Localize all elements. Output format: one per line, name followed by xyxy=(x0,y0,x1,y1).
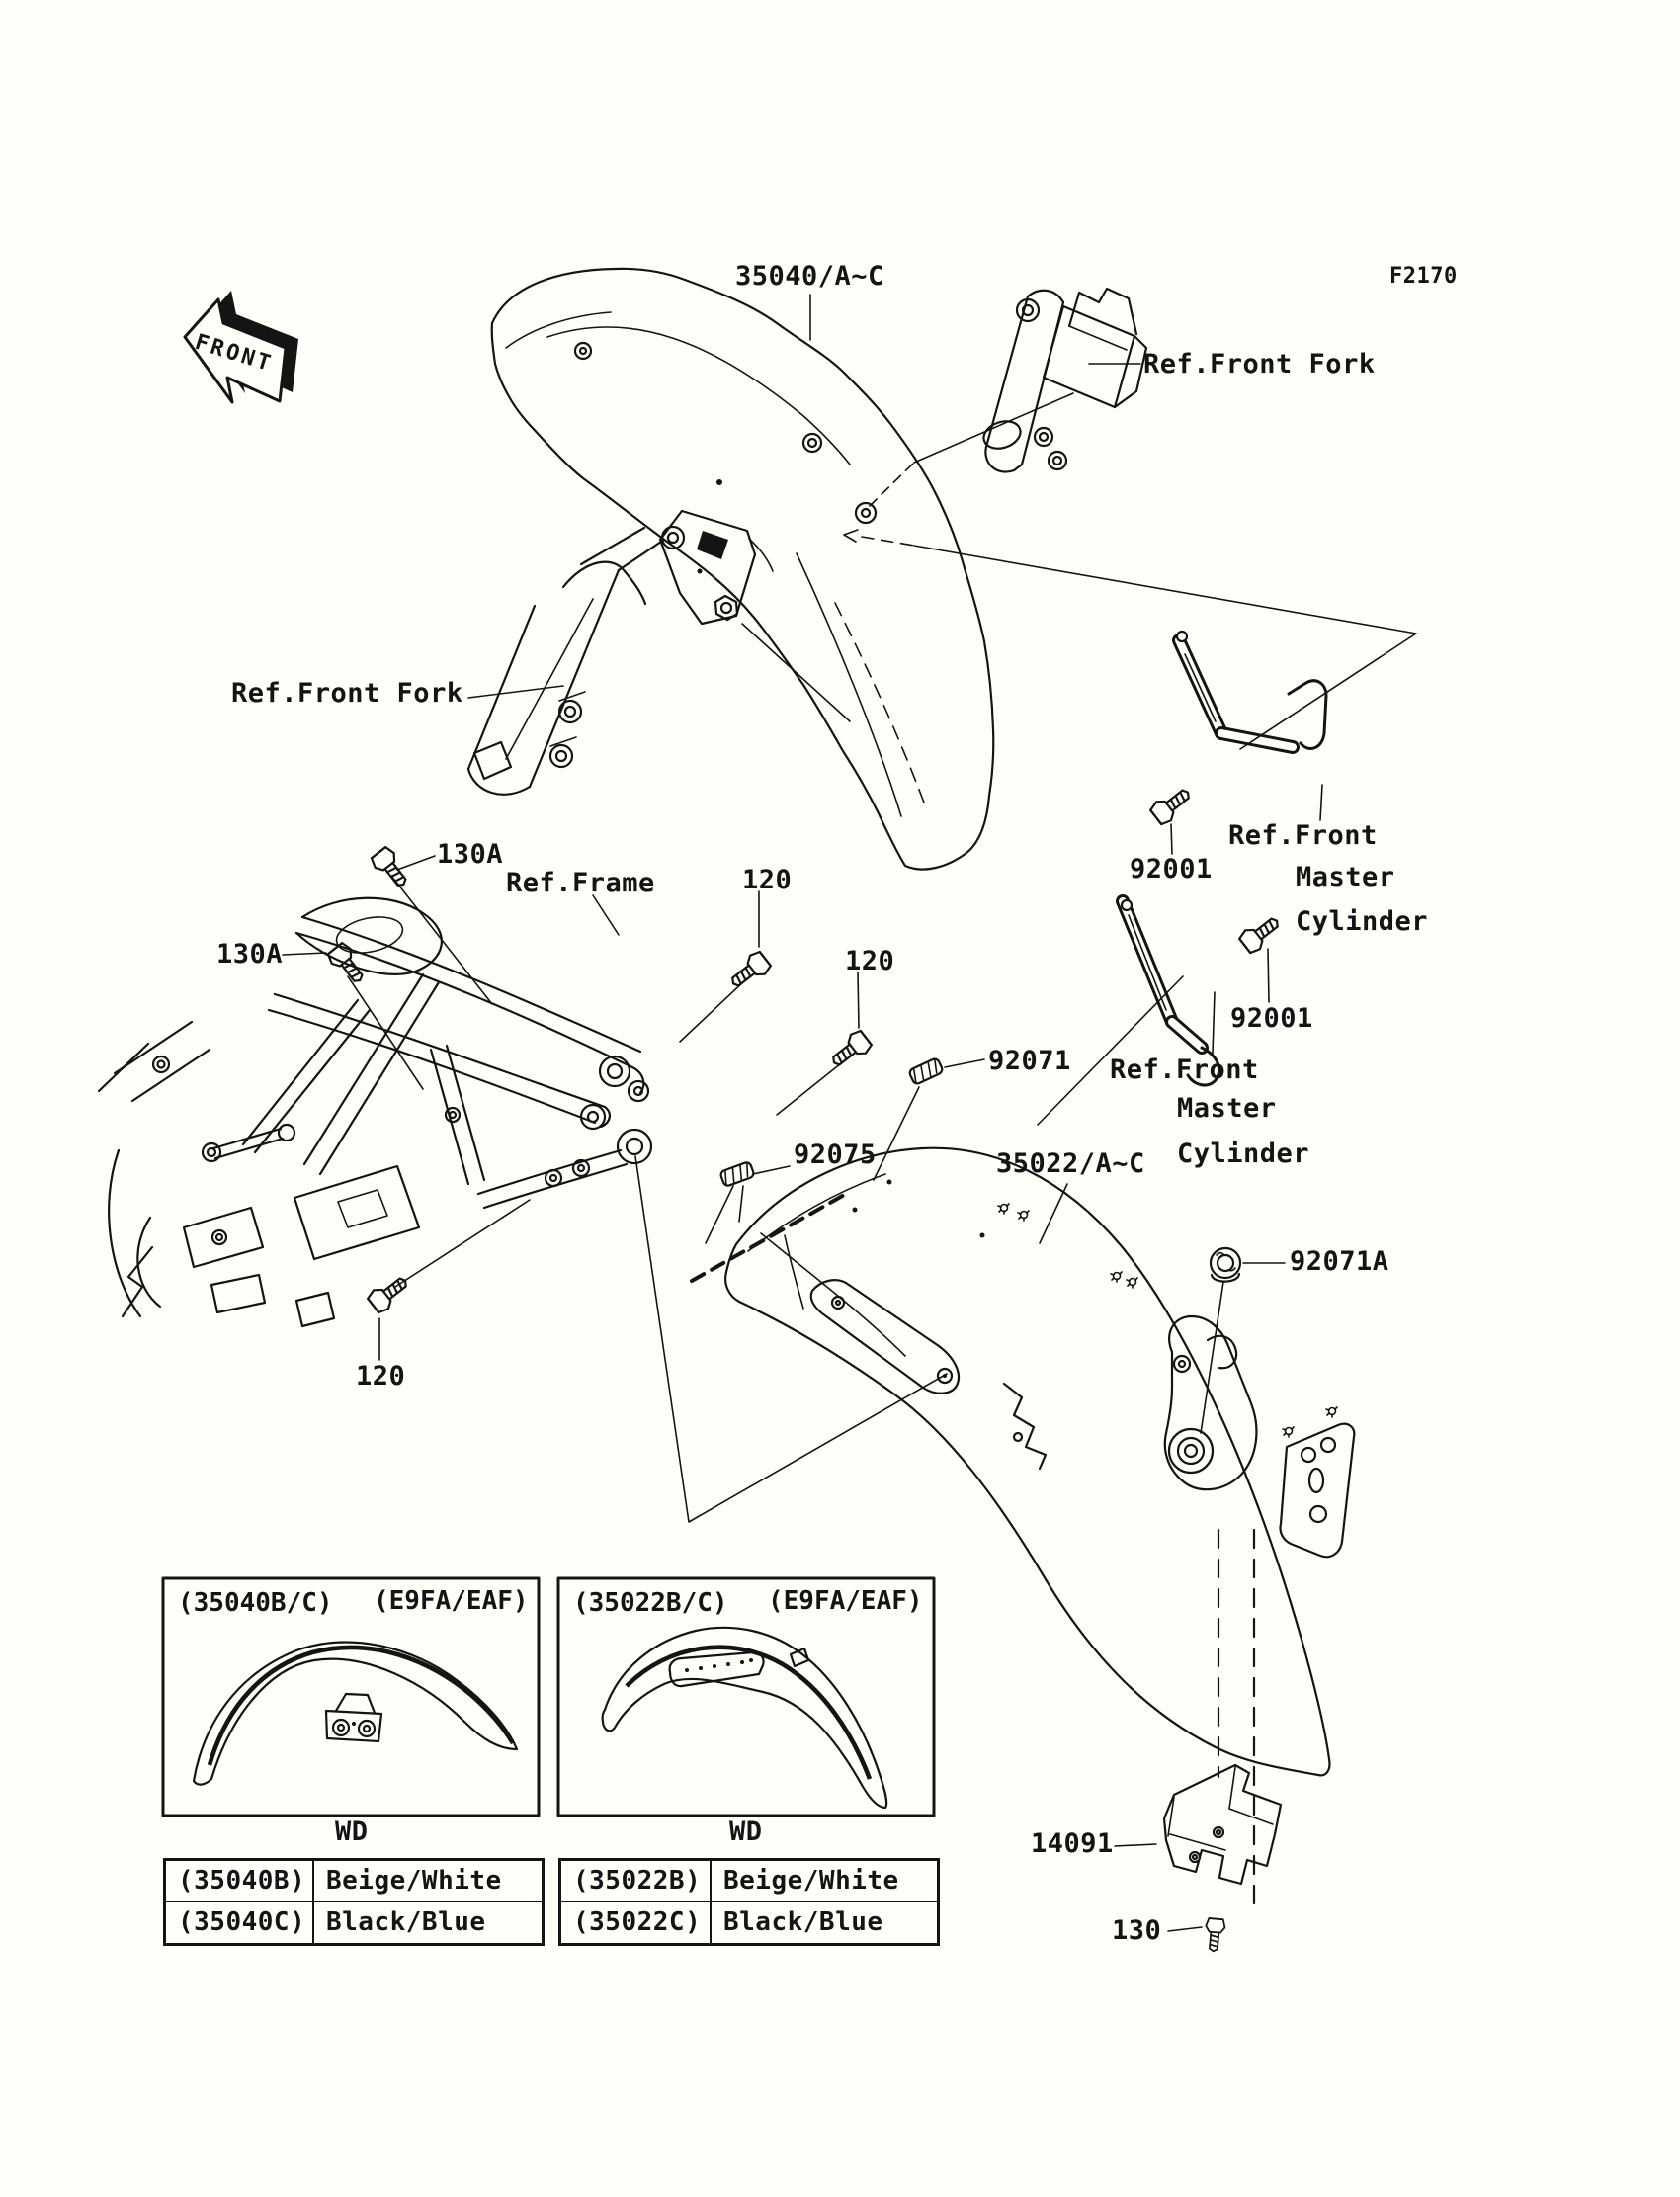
label-120-second: 120 xyxy=(845,946,895,976)
front-fender-color-table xyxy=(163,1858,545,1946)
label-92075: 92075 xyxy=(794,1140,877,1170)
label-ref-master-cylinder-lower-2: Master xyxy=(1177,1093,1277,1124)
table-cell-part: (35022B) xyxy=(561,1861,712,1901)
inset-front-color-code: (E9FA/EAF) xyxy=(374,1586,529,1616)
label-130a-left: 130A xyxy=(216,939,284,970)
inset-front-part-code: (35040B/C) xyxy=(178,1588,333,1618)
master-cylinder-bracket-upper-drawing xyxy=(1177,632,1326,748)
bolt-92001-upper-icon xyxy=(1148,783,1195,826)
label-figure-code: F2170 xyxy=(1389,264,1458,289)
label-92071a: 92071A xyxy=(1290,1246,1389,1277)
cover-14091-drawing xyxy=(1164,1765,1281,1884)
inset-rear-fender-profile xyxy=(603,1628,887,1808)
label-ref-front-fork-lower: Ref.Front Fork xyxy=(231,678,463,709)
inset-front-view-label: WD xyxy=(335,1817,369,1847)
inset-rear-color-code: (E9FA/EAF) xyxy=(768,1586,923,1616)
inset-front-fender-profile xyxy=(194,1643,517,1785)
bolt-120-third-icon xyxy=(366,1271,412,1314)
bolt-130-icon xyxy=(1204,1918,1225,1952)
table-cell-part: (35022C) xyxy=(561,1902,712,1944)
rear-fender-color-table xyxy=(558,1858,940,1946)
label-ref-frame: Ref.Frame xyxy=(506,868,655,898)
damper-92075-icon xyxy=(719,1161,755,1187)
front-fork-lower-drawing xyxy=(468,528,664,795)
label-92001-lower: 92001 xyxy=(1230,1003,1313,1034)
table-cell-color: Beige/White xyxy=(326,1865,502,1896)
table-row xyxy=(561,1902,937,1944)
bolt-130a-top-icon xyxy=(370,845,413,891)
front-direction-arrow xyxy=(185,291,298,402)
bolt-120-second-icon xyxy=(827,1029,874,1072)
table-cell-color: Black/Blue xyxy=(326,1907,486,1938)
label-120-third: 120 xyxy=(356,1361,406,1392)
label-14091: 14091 xyxy=(1031,1828,1114,1859)
grommet-92071a-icon xyxy=(1211,1248,1240,1282)
table-row xyxy=(561,1861,937,1902)
label-ref-master-cylinder-upper-1: Ref.Front xyxy=(1228,820,1378,851)
table-cell-color: Beige/White xyxy=(723,1865,899,1896)
label-ref-front-fork-upper: Ref.Front Fork xyxy=(1143,349,1376,380)
label-ref-master-cylinder-upper-3: Cylinder xyxy=(1296,906,1429,937)
bolt-92001-lower-icon xyxy=(1237,911,1284,955)
label-rear-fender: 35022/A~C xyxy=(996,1148,1145,1179)
label-front-fender: 35040/A~C xyxy=(735,261,884,292)
table-cell-color: Black/Blue xyxy=(723,1907,883,1938)
label-130: 130 xyxy=(1112,1915,1162,1946)
front-fork-upper-drawing xyxy=(980,289,1146,472)
front-marker-text: FRONT xyxy=(192,329,277,378)
inset-rear-view-label: WD xyxy=(729,1817,763,1847)
damper-92071-icon xyxy=(908,1057,944,1085)
label-ref-master-cylinder-upper-2: Master xyxy=(1296,862,1395,892)
inset-rear-part-code: (35022B/C) xyxy=(573,1588,728,1618)
label-130a-top: 130A xyxy=(437,839,504,870)
table-cell-part: (35040B) xyxy=(166,1861,314,1901)
label-92001-upper: 92001 xyxy=(1130,854,1213,885)
table-row xyxy=(166,1902,542,1944)
label-ref-master-cylinder-lower-3: Cylinder xyxy=(1177,1139,1310,1169)
label-ref-master-cylinder-lower-1: Ref.Front xyxy=(1110,1055,1259,1085)
label-92071: 92071 xyxy=(988,1046,1071,1076)
bolt-120-first-icon xyxy=(726,950,773,993)
table-cell-part: (35040C) xyxy=(166,1902,314,1944)
label-120-first: 120 xyxy=(742,865,793,895)
frame-drawing xyxy=(99,898,651,1326)
table-row xyxy=(166,1861,542,1902)
front-fender-drawing xyxy=(492,269,994,870)
